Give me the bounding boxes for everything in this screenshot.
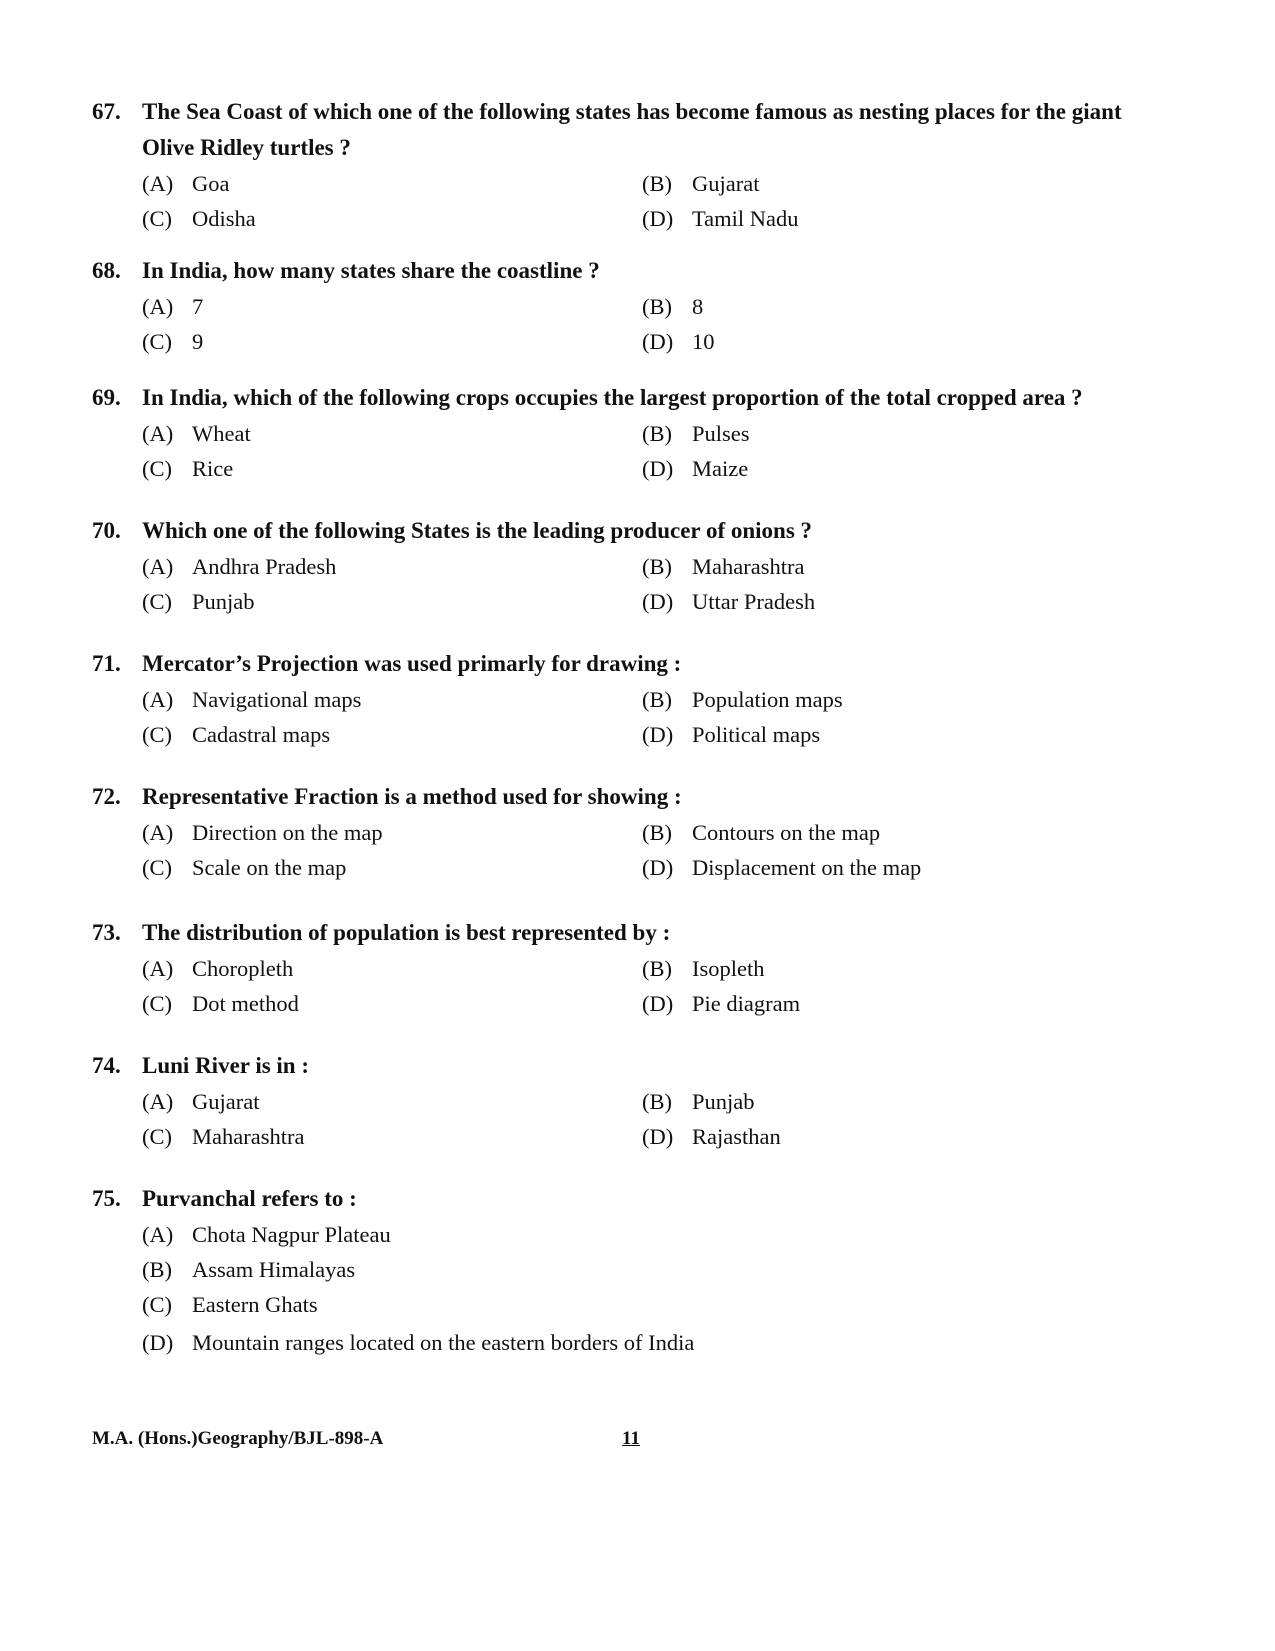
option-letter: (C) xyxy=(142,991,172,1016)
option-letter: (B) xyxy=(642,421,672,446)
option-text: Maharashtra xyxy=(692,554,805,579)
question-stem xyxy=(92,646,1172,682)
question-number: 70. xyxy=(92,518,121,543)
question-text: The Sea Coast of which one of the following states has become famous as nesting places for the giant Olive Ridley turtles ? xyxy=(142,99,1122,160)
option-letter: (C) xyxy=(142,1124,172,1149)
option-letter: (D) xyxy=(142,1330,174,1355)
question-number: 74. xyxy=(92,1053,121,1078)
option-a xyxy=(142,166,642,201)
option-text: Direction on the map xyxy=(192,820,383,845)
option-text: 7 xyxy=(192,294,204,319)
option-a xyxy=(142,549,642,584)
options-grid xyxy=(92,549,1172,619)
option-text: Political maps xyxy=(692,722,821,747)
option-text: Pie diagram xyxy=(692,991,801,1016)
option-letter: (B) xyxy=(642,294,672,319)
option-text: Eastern Ghats xyxy=(192,1292,318,1317)
option-c xyxy=(142,324,642,359)
option-letter: (B) xyxy=(642,687,672,712)
option-text: Gujarat xyxy=(692,171,760,196)
question-stem xyxy=(92,1048,1172,1084)
question-75 xyxy=(92,1181,1172,1360)
option-c xyxy=(142,584,642,619)
option-text: Navigational maps xyxy=(192,687,362,712)
options-list xyxy=(92,1217,1172,1360)
option-b xyxy=(642,682,1142,717)
option-a xyxy=(142,951,642,986)
option-letter: (D) xyxy=(642,991,674,1016)
option-d xyxy=(142,1325,1142,1360)
question-71 xyxy=(92,646,1172,752)
question-72 xyxy=(92,779,1172,885)
option-text: Contours on the map xyxy=(692,820,881,845)
option-text: Rice xyxy=(192,456,234,481)
option-b xyxy=(642,416,1142,451)
option-text: Gujarat xyxy=(192,1089,260,1114)
option-b xyxy=(642,166,1142,201)
option-letter: (C) xyxy=(142,855,172,880)
option-text: Odisha xyxy=(192,206,256,231)
option-c xyxy=(142,1119,642,1154)
options-grid xyxy=(92,289,1172,359)
option-letter: (A) xyxy=(142,956,174,981)
question-text: Mercator’s Projection was used primarly for drawing : xyxy=(142,651,682,676)
option-text: Rajasthan xyxy=(692,1124,781,1149)
question-70 xyxy=(92,513,1172,619)
question-stem xyxy=(92,253,1172,289)
option-d xyxy=(642,717,1142,752)
option-c xyxy=(142,850,642,885)
option-text: Dot method xyxy=(192,991,299,1016)
question-number: 68. xyxy=(92,258,121,283)
option-d xyxy=(642,451,1142,486)
option-letter: (A) xyxy=(142,171,174,196)
option-c xyxy=(142,1287,1142,1322)
options-grid xyxy=(92,166,1172,236)
options-grid xyxy=(92,416,1172,486)
question-text: In India, which of the following crops occupies the largest proportion of the total cropped area ? xyxy=(142,385,1083,410)
option-d xyxy=(642,584,1142,619)
option-letter: (C) xyxy=(142,206,172,231)
option-text: Andhra Pradesh xyxy=(192,554,337,579)
question-text: Purvanchal refers to : xyxy=(142,1186,357,1211)
question-67 xyxy=(92,94,1172,236)
option-letter: (D) xyxy=(642,456,674,481)
question-number: 72. xyxy=(92,784,121,809)
option-a xyxy=(142,1217,1142,1252)
option-letter: (C) xyxy=(142,722,172,747)
option-b xyxy=(642,1084,1142,1119)
option-letter: (D) xyxy=(642,206,674,231)
option-c xyxy=(142,986,642,1021)
option-letter: (D) xyxy=(642,329,674,354)
question-68 xyxy=(92,253,1172,359)
question-text: The distribution of population is best represented by : xyxy=(142,920,671,945)
option-c xyxy=(142,717,642,752)
option-d xyxy=(642,1119,1142,1154)
option-text: Choropleth xyxy=(192,956,294,981)
question-number: 67. xyxy=(92,99,121,124)
option-text: Pulses xyxy=(692,421,750,446)
option-text: 9 xyxy=(192,329,204,354)
option-text: Maharashtra xyxy=(192,1124,305,1149)
option-text: Scale on the map xyxy=(192,855,347,880)
option-letter: (B) xyxy=(642,820,672,845)
page-number: 11 xyxy=(622,1428,640,1449)
option-letter: (B) xyxy=(642,1089,672,1114)
option-text: Chota Nagpur Plateau xyxy=(192,1222,391,1247)
option-b xyxy=(642,549,1142,584)
option-text: Wheat xyxy=(192,421,251,446)
option-b xyxy=(142,1252,1142,1287)
option-letter: (C) xyxy=(142,589,172,614)
option-letter: (A) xyxy=(142,1089,174,1114)
options-grid xyxy=(92,1084,1172,1154)
option-letter: (A) xyxy=(142,1222,174,1247)
question-stem xyxy=(92,380,1172,416)
option-text: Isopleth xyxy=(692,956,765,981)
question-number: 75. xyxy=(92,1186,121,1211)
question-stem xyxy=(92,513,1172,549)
question-69 xyxy=(92,380,1172,486)
option-letter: (B) xyxy=(142,1257,172,1282)
option-letter: (C) xyxy=(142,456,172,481)
question-text: In India, how many states share the coastline ? xyxy=(142,258,600,283)
options-grid xyxy=(92,815,1172,885)
option-text: Cadastral maps xyxy=(192,722,331,747)
option-d xyxy=(642,986,1142,1021)
option-text: Punjab xyxy=(192,589,255,614)
question-stem xyxy=(92,94,1172,166)
option-letter: (A) xyxy=(142,294,174,319)
option-text: 8 xyxy=(692,294,704,319)
option-letter: (C) xyxy=(142,1292,172,1317)
question-number: 69. xyxy=(92,385,121,410)
option-a xyxy=(142,682,642,717)
option-letter: (B) xyxy=(642,171,672,196)
question-number: 71. xyxy=(92,651,121,676)
option-text: Maize xyxy=(692,456,749,481)
option-text: Population maps xyxy=(692,687,843,712)
options-grid xyxy=(92,951,1172,1021)
question-stem xyxy=(92,915,1172,951)
option-letter: (D) xyxy=(642,855,674,880)
question-number: 73. xyxy=(92,920,121,945)
option-text: Tamil Nadu xyxy=(692,206,799,231)
option-a xyxy=(142,1084,642,1119)
option-d xyxy=(642,324,1142,359)
option-letter: (D) xyxy=(642,1124,674,1149)
option-a xyxy=(142,289,642,324)
option-b xyxy=(642,951,1142,986)
option-letter: (C) xyxy=(142,329,172,354)
option-letter: (A) xyxy=(142,820,174,845)
option-letter: (D) xyxy=(642,722,674,747)
option-text: 10 xyxy=(692,329,715,354)
option-letter: (D) xyxy=(642,589,674,614)
option-letter: (A) xyxy=(142,687,174,712)
option-letter: (A) xyxy=(142,421,174,446)
option-text: Assam Himalayas xyxy=(192,1257,356,1282)
option-b xyxy=(642,815,1142,850)
option-d xyxy=(642,201,1142,236)
option-c xyxy=(142,201,642,236)
exam-code: M.A. (Hons.)Geography/BJL-898-A xyxy=(92,1428,384,1449)
question-text: Luni River is in : xyxy=(142,1053,309,1078)
question-73 xyxy=(92,915,1172,1021)
option-b xyxy=(642,289,1142,324)
option-d xyxy=(642,850,1142,885)
option-text: Uttar Pradesh xyxy=(692,589,816,614)
option-text: Goa xyxy=(192,171,230,196)
option-letter: (A) xyxy=(142,554,174,579)
option-letter: (B) xyxy=(642,554,672,579)
option-a xyxy=(142,416,642,451)
options-grid xyxy=(92,682,1172,752)
option-letter: (B) xyxy=(642,956,672,981)
option-text: Punjab xyxy=(692,1089,755,1114)
option-a xyxy=(142,815,642,850)
question-text: Which one of the following States is the leading producer of onions ? xyxy=(142,518,813,543)
question-stem xyxy=(92,1181,1172,1217)
question-stem xyxy=(92,779,1172,815)
question-text: Representative Fraction is a method used for showing : xyxy=(142,784,682,809)
question-74 xyxy=(92,1048,1172,1154)
option-text: Mountain ranges located on the eastern borders of India xyxy=(192,1330,695,1355)
option-c xyxy=(142,451,642,486)
option-text: Displacement on the map xyxy=(692,855,922,880)
